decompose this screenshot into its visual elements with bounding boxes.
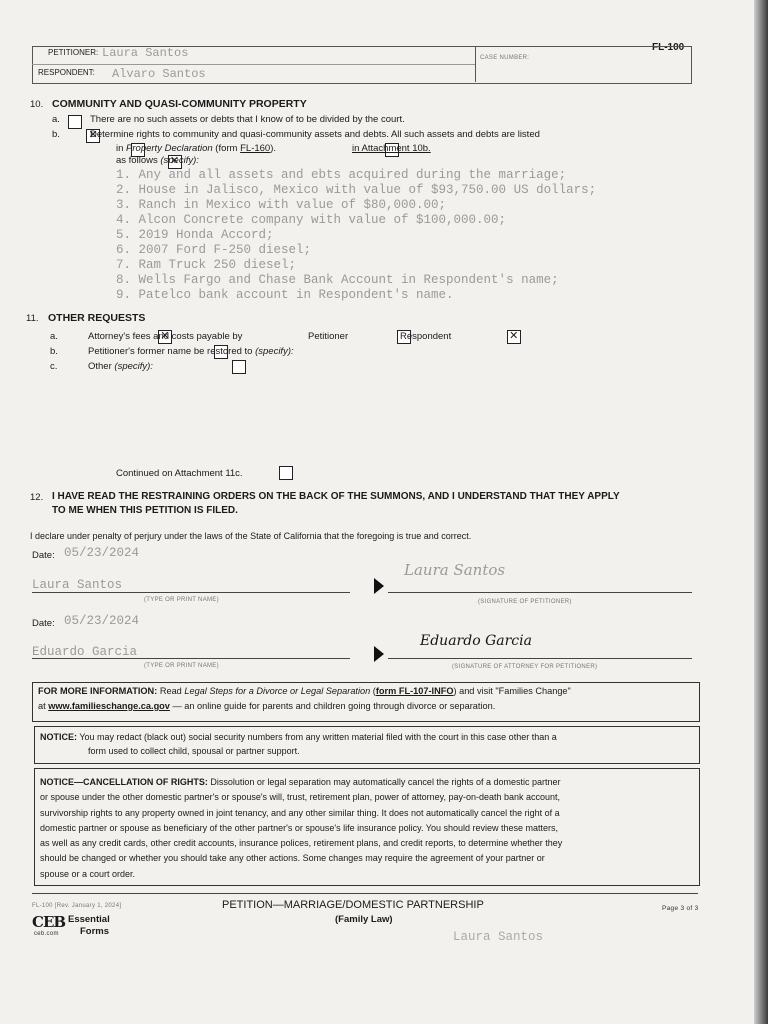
sig-line-1 — [388, 592, 692, 593]
notice-line-1: NOTICE: You may redact (black out) social security numbers from any written material filed with the court in this case other than a — [40, 732, 557, 742]
date-label-1: Date: — [32, 550, 55, 561]
former-name-text: Petitioner's former name be restored to (specify): — [88, 346, 294, 357]
families-change-link[interactable]: www.familieschange.ca.gov — [48, 701, 170, 711]
name-caption-1: (TYPE OR PRINT NAME) — [144, 597, 219, 603]
ceb-logo-line2: Forms — [80, 926, 110, 937]
ceb-logo — [32, 913, 65, 932]
property-declaration-text: in Property Declaration (form FL-160). — [116, 143, 277, 154]
name-caption-2: (TYPE OR PRINT NAME) — [144, 663, 219, 669]
date-value-1: 05/23/2024 — [64, 546, 140, 560]
case-number-label: CASE NUMBER: — [480, 55, 530, 61]
property-item: 2. House in Jalisco, Mexico with value of $93,750.00 US dollars; — [116, 183, 597, 197]
property-item: 3. Ranch in Mexico with value of $80,000.00; — [116, 198, 447, 212]
property-item: 5. 2019 Honda Accord; — [116, 228, 274, 242]
property-item: 1. Any and all assets and ebts acquired during the marriage; — [116, 168, 567, 182]
cancellation-text: NOTICE—CANCELLATION OF RIGHTS: Dissolution or legal separation may automatically cancel the rights of a domestic partner or spouse under the other domestic partner's or spouse's will, trust, retirement plan, power of attorney, pay-on-death bank account, survivorship rights to any property owned in joint tenancy, and any other similar thing. It does not automatically cancel the right of a domestic partner or spouse as beneficiary of the other partner's or spouse's life insurance policy. You should review these matters, as well as any credit cards, other credit accounts, insurance polices, retirement plans, and credit reports, to determine whether they should be changed or whether you should take any other actions. Some changes may require the agreement of your partner or spouse or a court order. — [40, 777, 563, 879]
date-value-2: 05/23/2024 — [64, 614, 140, 628]
attachment-10b-text: in Attachment 10b. — [352, 143, 431, 154]
form-code: FL-100 — [652, 42, 685, 53]
as-follows-text: as follows (specify): — [116, 155, 199, 166]
name-stamp: Laura Santos — [453, 930, 544, 944]
name-value-2: Eduardo Garcia — [32, 645, 138, 659]
footer-rev: FL-100 [Rev. January 1, 2024] — [32, 903, 122, 909]
name-line-2 — [32, 658, 350, 659]
ceb-logo-mark: CEB — [32, 913, 66, 931]
caption-divider-v — [475, 46, 476, 82]
other-checkbox[interactable] — [232, 360, 246, 374]
footer-title: PETITION—MARRIAGE/DOMESTIC PARTNERSHIP — [222, 899, 484, 911]
section11-c-letter: c. — [50, 361, 58, 372]
section10-b-letter: b. — [52, 129, 60, 140]
section10-a-text: There are no such assets or debts that I know of to be divided by the court. — [90, 114, 405, 125]
property-item: 4. Alcon Concrete company with value of $100,000.00; — [116, 213, 507, 227]
section12-text-line2: TO ME WHEN THIS PETITION IS FILED. — [52, 505, 238, 516]
info-line-1: FOR MORE INFORMATION: Read Legal Steps for a Divorce or Legal Separation (form FL-107-INFO) and visit "Families Change" — [38, 686, 571, 696]
arrow-icon — [374, 646, 384, 662]
property-item: 9. Patelco bank account in Respondent's name. — [116, 288, 454, 302]
section11-title: OTHER REQUESTS — [48, 312, 146, 324]
page-edge — [754, 0, 768, 1024]
respondent-label: RESPONDENT: — [38, 68, 95, 77]
petitioner-label: PETITIONER: — [48, 48, 99, 57]
section12-text-line1: I HAVE READ THE RESTRAINING ORDERS ON THE BACK OF THE SUMMONS, AND I UNDERSTAND THAT THEY APPLY — [52, 491, 620, 502]
property-item: 6. 2007 Ford F-250 diesel; — [116, 243, 312, 257]
other-text: Other (specify): — [88, 361, 153, 372]
declaration-text: I declare under penalty of perjury under the laws of the State of California that the foregoing is true and correct. — [30, 531, 472, 541]
notice-line-2: form used to collect child, spousal or partner support. — [88, 746, 300, 756]
name-line-1 — [32, 592, 350, 593]
section11-number: 11. — [26, 313, 39, 324]
info-line-2: at www.familieschange.ca.gov — an online guide for parents and children going through divorce or separation. — [38, 701, 496, 711]
section10-b-text: Determine rights to community and quasi-community assets and debts. All such assets and debts are listed — [90, 129, 540, 140]
date-label-2: Date: — [32, 618, 55, 629]
arrow-icon — [374, 578, 384, 594]
attorney-signature: Eduardo Garcia — [420, 633, 532, 649]
fees-respondent-checkbox[interactable] — [507, 330, 521, 344]
petitioner-signature: Laura Santos — [404, 561, 506, 579]
attachment-11c-text: Continued on Attachment 11c. — [116, 468, 243, 479]
section10-a-checkbox[interactable] — [68, 115, 82, 129]
name-value-1: Laura Santos — [32, 578, 123, 592]
caption-divider-h — [32, 64, 475, 65]
property-list — [116, 168, 596, 303]
ceb-logo-line1: Essential — [68, 914, 110, 925]
section10-title: COMMUNITY AND QUASI-COMMUNITY PROPERTY — [52, 98, 307, 110]
petitioner-name: Laura Santos — [102, 46, 189, 60]
property-item: 8. Wells Fargo and Chase Bank Account in Respondent's name; — [116, 273, 559, 287]
ceb-logo-url: ceb.com — [34, 931, 59, 937]
section10-a-letter: a. — [52, 114, 60, 125]
attorney-fees-text: Attorney's fees and costs payable by — [88, 331, 243, 342]
footer-page: Page 3 of 3 — [662, 905, 699, 912]
respondent-name: Alvaro Santos — [112, 67, 206, 81]
sig-line-2 — [388, 658, 692, 659]
attachment-11c-checkbox[interactable] — [279, 466, 293, 480]
fees-respondent-label: Respondent — [400, 331, 452, 342]
footer-subtitle: (Family Law) — [335, 914, 393, 925]
property-item: 7. Ram Truck 250 diesel; — [116, 258, 297, 272]
sig-caption-1: (SIGNATURE OF PETITIONER) — [478, 599, 572, 605]
fees-petitioner-label: Petitioner — [308, 331, 349, 342]
footer-rule — [32, 893, 698, 894]
section12-number: 12. — [30, 492, 44, 503]
section10-number: 10. — [30, 99, 44, 110]
section11-a-letter: a. — [50, 331, 58, 342]
section11-b-letter: b. — [50, 346, 58, 357]
sig-caption-2: (SIGNATURE OF ATTORNEY FOR PETITIONER) — [452, 664, 598, 670]
